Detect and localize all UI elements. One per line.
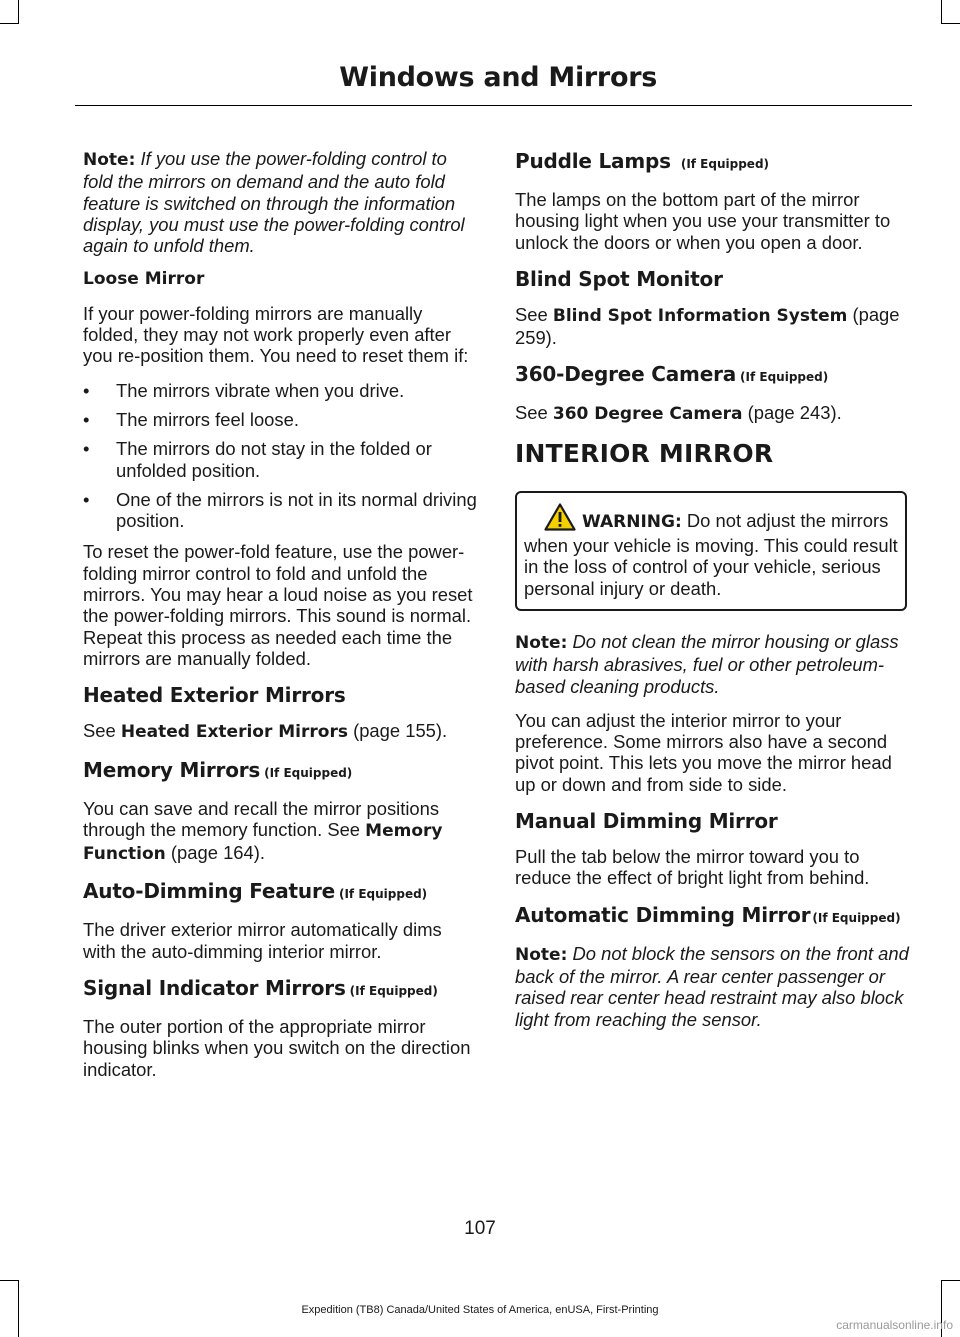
camera-link[interactable]: 360 Degree Camera bbox=[552, 404, 743, 425]
interior-mirror-heading: INTERIOR MIRROR bbox=[515, 438, 774, 468]
see-text: See bbox=[83, 720, 116, 742]
cleaning-note bbox=[515, 631, 910, 697]
reset-instructions: To reset the power-fold feature, use the power-folding mirror control to fold and unfold the mirrors. You may hear a loud noise as you reset the power-folding mirrors. This sound is normal. Repeat this process as needed each time the mirrors are manually folded. bbox=[83, 541, 473, 669]
power-folding-note bbox=[83, 148, 478, 256]
list-item-text: The mirrors feel loose. bbox=[116, 408, 299, 430]
bullet-marker: • bbox=[83, 438, 90, 460]
if-equipped-label: (If Equipped) bbox=[349, 984, 438, 999]
memory-function-link[interactable]: Memory Function bbox=[83, 820, 443, 865]
heading-text: Memory Mirrors bbox=[83, 757, 261, 782]
blind-spot-ref bbox=[515, 304, 910, 349]
list-item-text: One of the mirrors is not in its normal driving position. bbox=[116, 488, 477, 532]
warning-triangle-icon bbox=[544, 503, 576, 535]
note-text: Do not block the sensors on the front and back of the mirror. A rear center passenger or raised rear center head restraint may also block light from reaching the sensor. bbox=[515, 942, 909, 1030]
note-text: Do not clean the mirror housing or glass with harsh abrasives, fuel or other petroleum-based cleaning products. bbox=[515, 630, 899, 697]
adjust-text: You can adjust the interior mirror to your preference. Some mirrors also have a second pivot point. This lets you move the mirror head up or down and from side to side. bbox=[515, 709, 892, 795]
sensor-note bbox=[515, 943, 910, 1030]
blind-spot-heading: Blind Spot Monitor bbox=[515, 266, 723, 291]
if-equipped-label: (If Equipped) bbox=[338, 887, 428, 902]
signal-indicator-heading bbox=[83, 975, 478, 1004]
camera-heading bbox=[515, 361, 910, 390]
blind-spot-link[interactable]: Blind Spot Information System bbox=[552, 305, 848, 326]
list-item-text: The mirrors do not stay in the folded or unfolded position. bbox=[116, 438, 432, 481]
heated-mirrors-link[interactable]: Heated Exterior Mirrors bbox=[120, 722, 348, 743]
list-item-text: The mirrors vibrate when you drive. bbox=[116, 379, 405, 401]
body-text: You can save and recall the mirror positions through the memory function. See bbox=[83, 797, 440, 840]
left-column bbox=[83, 148, 478, 1093]
note-text: If you use the power-folding control to fold the mirrors on demand and the auto fold feature is switched on through the information display, you must use the power-folding control again to unfold them. bbox=[83, 148, 465, 257]
auto-dimming-text: The driver exterior mirror automatically dims with the auto-dimming interior mirror. bbox=[83, 919, 442, 962]
loose-mirror-list bbox=[83, 380, 478, 532]
list-item bbox=[83, 489, 478, 532]
crop-mark bbox=[941, 1280, 960, 1281]
bullet-marker: • bbox=[83, 488, 90, 510]
signal-indicator-text: The outer portion of the appropriate mirror housing blinks when you switch on the direction indicator. bbox=[83, 1016, 471, 1080]
watermark: carmanualsonline.info bbox=[836, 1318, 953, 1332]
manual-dimming-heading: Manual Dimming Mirror bbox=[515, 809, 778, 834]
heading-text: Auto-Dimming Feature bbox=[83, 879, 335, 904]
warning-label: WARNING: bbox=[582, 511, 682, 532]
if-equipped-label: (If Equipped) bbox=[680, 157, 770, 171]
see-text: See bbox=[515, 402, 548, 424]
page-ref: (page 164). bbox=[170, 842, 265, 864]
heading-text: Signal Indicator Mirrors bbox=[83, 976, 346, 1001]
crop-mark bbox=[0, 23, 19, 24]
memory-mirrors-text bbox=[83, 798, 478, 866]
see-text: See bbox=[515, 303, 548, 325]
loose-mirror-intro: If your power-folding mirrors are manually folded, they may not work properly even after you re-position them. You need to reset them if: bbox=[83, 302, 469, 367]
page-ref: (page 243). bbox=[747, 402, 842, 424]
heading-text: Automatic Dimming Mirror bbox=[515, 902, 811, 927]
note-label: Note: bbox=[515, 944, 568, 965]
footer-text: Expedition (TB8) Canada/United States of America, enUSA, First-Printing bbox=[301, 1304, 659, 1316]
crop-mark bbox=[18, 0, 19, 24]
crop-mark bbox=[0, 1280, 19, 1281]
puddle-lamps-heading bbox=[515, 148, 910, 177]
header-divider bbox=[75, 105, 912, 106]
heading-text: Puddle Lamps bbox=[515, 149, 671, 173]
note-label: Note: bbox=[515, 632, 568, 653]
warning-box bbox=[515, 491, 907, 611]
manual-dimming-text: Pull the tab below the mirror toward you to reduce the effect of bright light from behind. bbox=[515, 846, 870, 889]
page-number: 107 bbox=[464, 1218, 496, 1239]
heated-mirrors-heading: Heated Exterior Mirrors bbox=[83, 683, 346, 708]
list-item bbox=[83, 409, 478, 430]
if-equipped-label: (If Equipped) bbox=[740, 370, 829, 385]
automatic-dimming-heading bbox=[515, 902, 910, 931]
if-equipped-label: (If Equipped) bbox=[812, 910, 901, 925]
bullet-marker: • bbox=[83, 408, 90, 430]
list-item bbox=[83, 438, 478, 481]
page-ref: (page 155). bbox=[353, 720, 448, 742]
puddle-lamps-text: The lamps on the bottom part of the mirror housing light when you use your transmitter to unlock the doors or when you open a door. bbox=[515, 189, 891, 253]
list-item bbox=[83, 380, 478, 401]
auto-dimming-heading bbox=[83, 878, 478, 907]
camera-ref bbox=[515, 402, 910, 425]
crop-mark bbox=[941, 23, 960, 24]
right-column bbox=[515, 148, 910, 1043]
if-equipped-label: (If Equipped) bbox=[264, 765, 353, 780]
heated-mirrors-ref bbox=[83, 720, 478, 743]
note-label: Note: bbox=[83, 150, 136, 170]
heading-text: 360-Degree Camera bbox=[515, 362, 737, 387]
crop-mark bbox=[941, 0, 942, 24]
memory-mirrors-heading bbox=[83, 757, 478, 786]
page-title: Windows and Mirrors bbox=[339, 62, 657, 93]
loose-mirror-heading: Loose Mirror bbox=[83, 269, 205, 290]
warning-text: Do not adjust the mirrors when your vehicle is moving. This could result in the loss of control of your vehicle, serious personal injury or death. bbox=[524, 509, 898, 599]
page-ref: (page 259). bbox=[515, 303, 900, 349]
bullet-marker: • bbox=[83, 379, 90, 401]
